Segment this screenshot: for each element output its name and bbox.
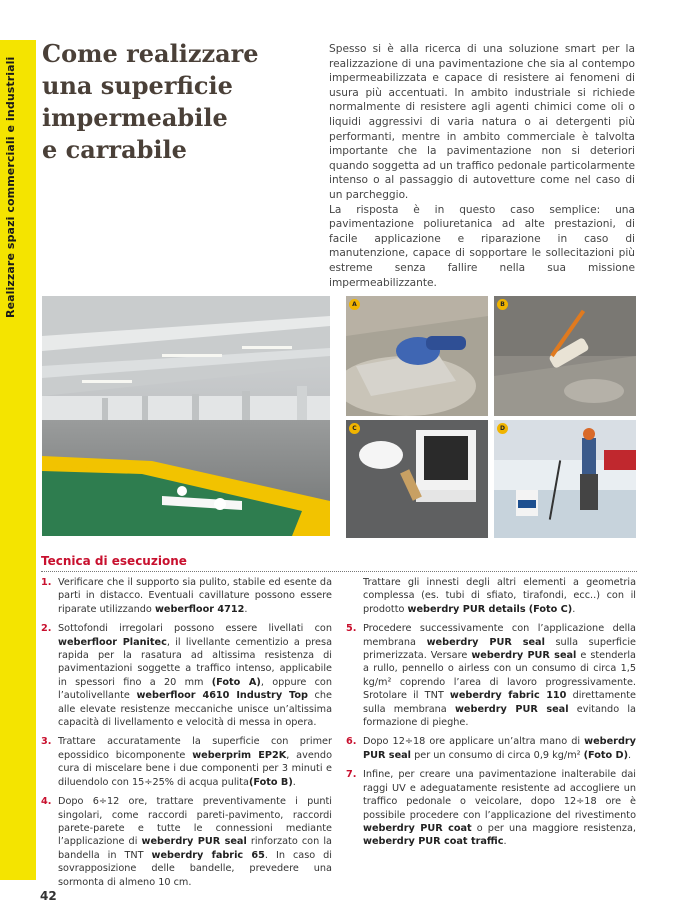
photo-c-details [346,420,488,538]
product-name: weberdry PUR coat [363,822,472,834]
photo-badge: B [497,299,508,310]
step-text: Trattare gli innesti degli altri elementi a geometria complessa (es. tubi di sfiato, tirafondi, ecc..) con il prodotto [363,577,636,615]
step-text: , il livellante cementizio a presa rapida per la rasatura ad altissima resistenza di pavimentazioni soggette a traffico intenso, applicabile in spessori fino a 20 mm [58,636,333,688]
photo-b-primer [494,296,636,416]
step-text: Dopo 12÷18 ore applicare un’altra mano di [363,736,585,748]
product-name: (Foto C) [528,603,573,615]
step-item [41,735,332,789]
step-text: e stenderla a rullo, pennello o airless con un consumo di circa 1,5 kg/m² coprendo l’area di lavoro progressivamente. Srotolare il TNT [363,650,636,702]
photo-badge: A [349,299,360,310]
parking-garage-photo [42,296,330,536]
step-number: 7. [346,769,357,781]
step-text: Sottofondi irregolari possono essere livellati con [58,623,332,635]
title-line: Come realizzare [42,39,259,68]
step-item [41,622,332,729]
step-number: 1. [41,577,52,588]
intro-paragraph: Spesso si è alla ricerca di una soluzione smart per la realizzazione di una pavimentazione che sia al contempo impermeabilizzata e capace di resistere ai fenomeni di usura più accentuati. In ambito industriale si richiede normalmente di resistere agli agenti chimici come oli o liquidi aggressivi di varia natura o ai detergenti più performanti, mentre in ambito commerciale è talvolta importante che la pavimentazione non si deteriori quando soggetta ad un traffico pedonale particolarmente intenso o al passaggio di autovetture come nel caso di un parcheggio. [329,43,635,201]
section-title: Tecnica di esecuzione [41,554,187,568]
steps-column-left [41,576,332,895]
step-item [346,735,636,762]
product-name: (Foto D) [583,749,629,761]
product-name: weberfloor 4610 Industry Top [136,690,308,702]
step-text: evitando la formazione di pieghe. [363,703,636,729]
step-item [41,576,332,616]
product-name: weberdry fabric 110 [449,690,567,702]
step-text: . [572,603,576,615]
title-line: e carrabile [42,135,187,164]
product-name: weberdry PUR seal [426,636,545,648]
product-name: (Foto B) [248,776,293,788]
step-text: , oppure con l’autolivellante [58,676,332,702]
product-name: (Foto A) [211,676,261,688]
step-text: sulla superficie primerizzata. Versare [363,636,636,662]
product-name: weberdry PUR seal [471,650,577,662]
step-text: . [503,836,507,848]
step-text: Verificare che il supporto sia pulito, stabile ed esente da parti in distacco. Eventuali cavillature possono essere riparate utilizzando [58,577,332,615]
step-text: Dopo 6÷12 ore, trattare preventivamente i punti singolari, come raccordi pareti-pavimento, raccordi parete-parete e tutte le connessioni mediante l’applicazione di [58,796,332,848]
step-text: . [628,749,632,761]
product-name: weberdry PUR seal [363,736,636,761]
step-text: che alle elevate resistenze meccaniche unisce un’altissima capacità di livellamento e velocità di messa in opera. [58,690,332,729]
product-name: weberdry fabric 65 [151,849,265,861]
step-number: 2. [41,623,52,635]
step-text: o per una maggiore resistenza, [471,822,636,834]
step-text: , avendo cura di miscelare bene i due componenti per 3 minuti e diluendolo con 15÷25% di acqua pulita [58,749,332,788]
product-name: weberdry PUR details [407,603,526,615]
step-item [41,795,332,889]
step-text: rinforzato con la bandella in TNT [58,836,332,861]
photo-d-membrane [494,420,636,538]
step-number: 4. [41,796,52,808]
step-text: Procedere successivamente con l’applicazione della membrana [363,623,636,648]
step-number: 5. [346,623,357,635]
title-line: una superficie [42,71,233,100]
photo-badge: D [497,423,508,434]
product-name: weberdry PUR seal [454,703,569,715]
sidebar-label: Realizzare spazi commerciali e industriali [4,56,17,318]
steps-column-right [346,576,636,855]
step-text: Infine, per creare una pavimentazione inalterabile dai raggi UV e adeguatamente resistente ad accogliere un traffico pedonale o veicolare, dopo 12÷18 ore è possibile procedere con l’applicazione del rivestimento [363,769,636,821]
intro-text [329,42,635,290]
step-item [346,768,636,848]
step-text: . [244,603,248,615]
step-number: 3. [41,736,52,748]
section-divider [41,571,637,572]
product-name: weberfloor 4712 [154,603,245,615]
step-text: per un consumo di circa 0,9 kg/m² [411,749,584,761]
intro-paragraph: La risposta è in questo caso semplice: una pavimentazione poliuretanica ad alte prestazioni, di facile applicazione e riparazione in caso di manutenzione, capace di sopportare le sollecitazioni più estreme senza fallire nella sua missione impermeabilizzante. [329,203,635,289]
step-text: . [292,776,296,788]
title-line: impermeabile [42,103,228,132]
step-number: 6. [346,736,357,748]
photo-badge: C [349,423,360,434]
step-text: direttamente sulla membrana [363,690,636,715]
product-name: weberprim EP2K [192,749,287,761]
step-text: Trattare accuratamente la superficie con primer epossidico bicomponente [58,736,332,761]
product-name: weberdry PUR seal [141,836,247,848]
page-title [42,38,302,166]
page-number: 42 [40,889,57,903]
step-item [346,622,636,729]
product-name: weberdry PUR coat traffic [363,836,504,848]
step-item [346,576,636,616]
step-text: . In caso di sovrapposizione delle bandelle, prevedere una sormonta di almeno 10 cm. [58,849,332,888]
product-name: weberfloor Planitec [58,636,167,648]
photo-a-leveling [346,296,488,416]
